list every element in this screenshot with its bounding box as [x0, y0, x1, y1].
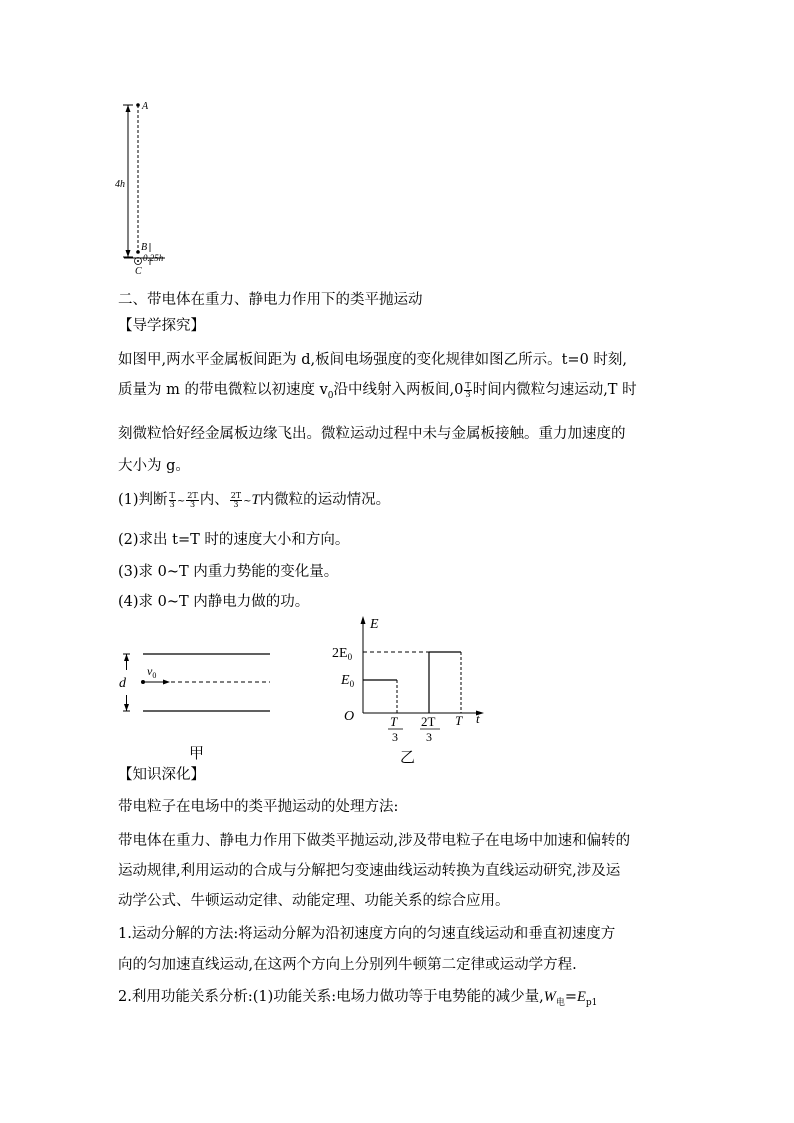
point-1-line-1: 1.运动分解的方法:将运动分解为沿初速度方向的匀速直线运动和垂直初速度方 [118, 926, 616, 942]
method-title: 带电粒子在电场中的类平抛运动的处理方法: [118, 799, 399, 815]
body-line-2: 运动规律,利用运动的合成与分解把匀变速曲线运动转换为直线运动研究,涉及运 [118, 863, 621, 879]
axis-label-E: E [370, 617, 379, 632]
figure-yi-graph [325, 612, 495, 767]
tick-T3-num: T [390, 714, 398, 729]
label-4h: 4h [115, 179, 125, 190]
label-A: A [142, 101, 149, 112]
question-2: (2)求出 t=T 时的速度大小和方向。 [118, 532, 350, 548]
body-line-1: 带电体在重力、静电力作用下做类平抛运动,涉及带电粒子在电场中加速和偏转的 [118, 833, 631, 849]
tick-T3-den: 3 [392, 730, 398, 744]
paragraph-line-1: 如图甲,两水平金属板间距为 d,板间电场强度的变化规律如图乙所示。t=0 时刻, [118, 352, 628, 368]
caption-yi: 乙 [400, 750, 416, 766]
origin-label: O [344, 709, 355, 724]
paragraph-line-2: 质量为 m 的带电微粒以初速度 $v_0$沿中线射入两板间,0 $\frac{T}{3}$ 时间内微粒匀速运动,T 时 [118, 380, 637, 401]
caption-jia: 甲 [189, 746, 205, 762]
label-d: d [119, 676, 126, 691]
figure-jia-plates [110, 640, 280, 765]
figure-height-diagram [110, 95, 190, 275]
paragraph-line-3: 刻微粒恰好经金属板边缘飞出。微粒运动过程中未与金属板接触。重力加速度的 [118, 426, 626, 442]
point-1-line-2: 向的匀加速直线运动,在这两个方向上分别列牛顿第二定律或运动学方程. [118, 957, 577, 973]
point-2-line-1: 2.利用功能关系分析:(1)功能关系:电场力做功等于电势能的减少量$,W_电=E_{p1}$ [118, 989, 598, 1008]
question-3: (3)求 0~T 内重力势能的变化量。 [118, 564, 339, 580]
point-A [136, 103, 140, 107]
tick-2T3-den: 3 [426, 730, 432, 744]
label-B: B [141, 242, 148, 253]
body-line-3: 动学公式、牛顿运动定律、动能定理、功能关系的综合应用。 [118, 893, 510, 909]
label-0.25h: 0.25h [143, 253, 164, 263]
label-E0: $E_0$ [341, 673, 355, 689]
label-C: C [135, 266, 142, 275]
paragraph-line-4: 大小为 g。 [118, 458, 190, 474]
section-title: 二、带电体在重力、静电力作用下的类平抛运动 [118, 292, 423, 308]
label-2E0: $2E_0$ [332, 646, 353, 662]
question-4: (4)求 0~T 内静电力做的功。 [118, 594, 310, 610]
guide-heading: 【导学探究】 [118, 318, 205, 334]
knowledge-heading: 【知识深化】 [118, 767, 205, 783]
question-1: (1)判断 $\frac{T}{3}$ ~ $\frac{2T}{3}$ 内、 $\frac{2T}{3}$ ~T内微粒的运动情况。 [118, 490, 391, 509]
label-v0: $v_0$ [147, 664, 157, 680]
axis-label-t: t [476, 711, 480, 726]
tick-2T3-num: 2T [421, 714, 436, 729]
point-B [136, 250, 140, 254]
tick-T: T [455, 713, 463, 728]
